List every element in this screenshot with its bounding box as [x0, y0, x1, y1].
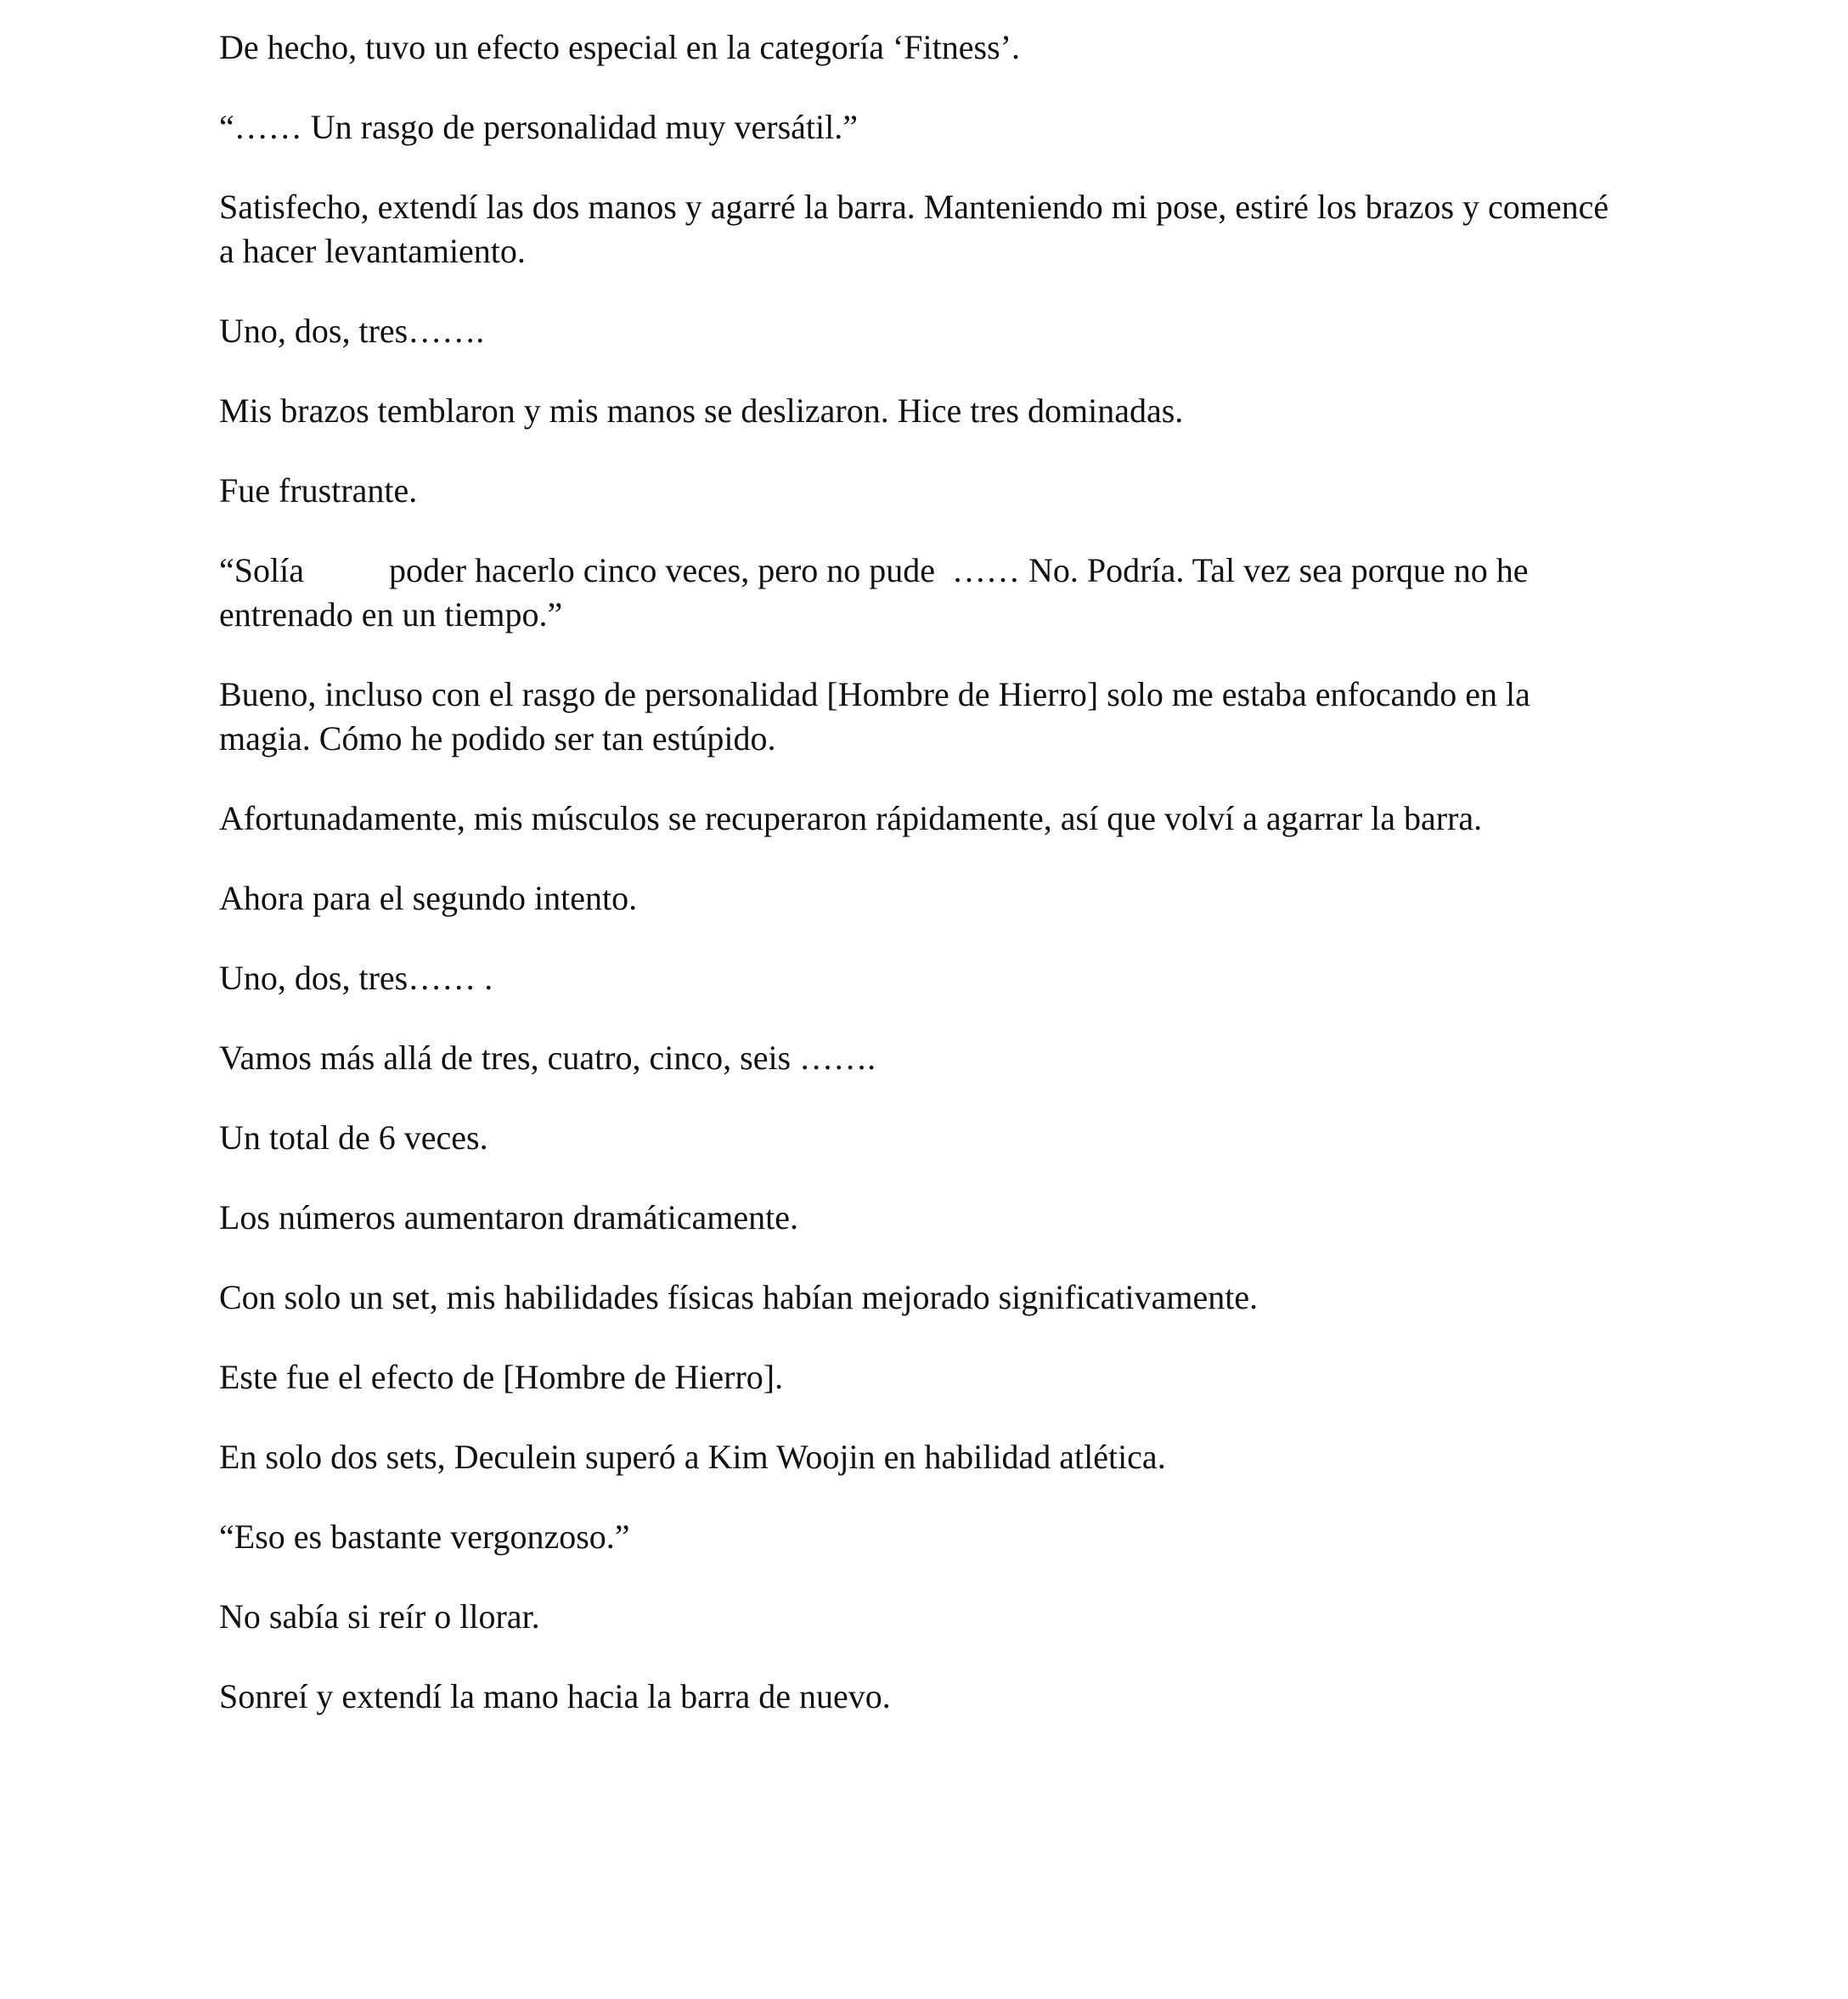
paragraph-10: Ahora para el segundo intento.	[219, 879, 638, 917]
paragraph-2: “…… Un rasgo de personalidad muy versátil.”	[219, 108, 859, 146]
paragraph-7: “Solía poder hacerlo cinco veces, pero no pude …… No. Podría. Tal vez sea porque no he entrenado en un tiempo.”	[219, 551, 1537, 633]
paragraph-11: Uno, dos, tres…… .	[219, 959, 493, 997]
paragraph-14: Los números aumentaron dramáticamente.	[219, 1198, 798, 1236]
paragraph-3: Satisfecho, extendí las dos manos y agarré la barra. Manteniendo mi pose, estiré los brazos y comencé a hacer levantamiento.	[219, 188, 1618, 270]
paragraph-6: Fue frustrante.	[219, 471, 418, 510]
paragraph-8: Bueno, incluso con el rasgo de personalidad [Hombre de Hierro] solo me estaba enfocando en la magia. Cómo he podido ser tan estúpido.	[219, 675, 1539, 757]
paragraph-12: Vamos más allá de tres, cuatro, cinco, seis …….	[219, 1039, 876, 1077]
paragraph-4: Uno, dos, tres…….	[219, 312, 485, 350]
paragraph-16: Este fue el efecto de [Hombre de Hierro].	[219, 1358, 784, 1396]
paragraph-18: “Eso es bastante vergonzoso.”	[219, 1518, 630, 1556]
document-body	[219, 25, 1629, 1754]
paragraph-15: Con solo un set, mis habilidades físicas habían mejorado significativamente.	[219, 1278, 1259, 1316]
paragraph-20: Sonreí y extendí la mano hacia la barra de nuevo.	[219, 1677, 891, 1715]
paragraph-17: En solo dos sets, Deculein superó a Kim Woojin en habilidad atlética.	[219, 1438, 1166, 1476]
paragraph-13: Un total de 6 veces.	[219, 1118, 488, 1157]
paragraph-19: No sabía si reír o llorar.	[219, 1597, 540, 1636]
paragraph-5: Mis brazos temblaron y mis manos se deslizaron. Hice tres dominadas.	[219, 391, 1184, 430]
paragraph-9: Afortunadamente, mis músculos se recuperaron rápidamente, así que volví a agarrar la barra.	[219, 799, 1483, 837]
paragraph-1: De hecho, tuvo un efecto especial en la categoría ‘Fitness’.	[219, 28, 1020, 66]
